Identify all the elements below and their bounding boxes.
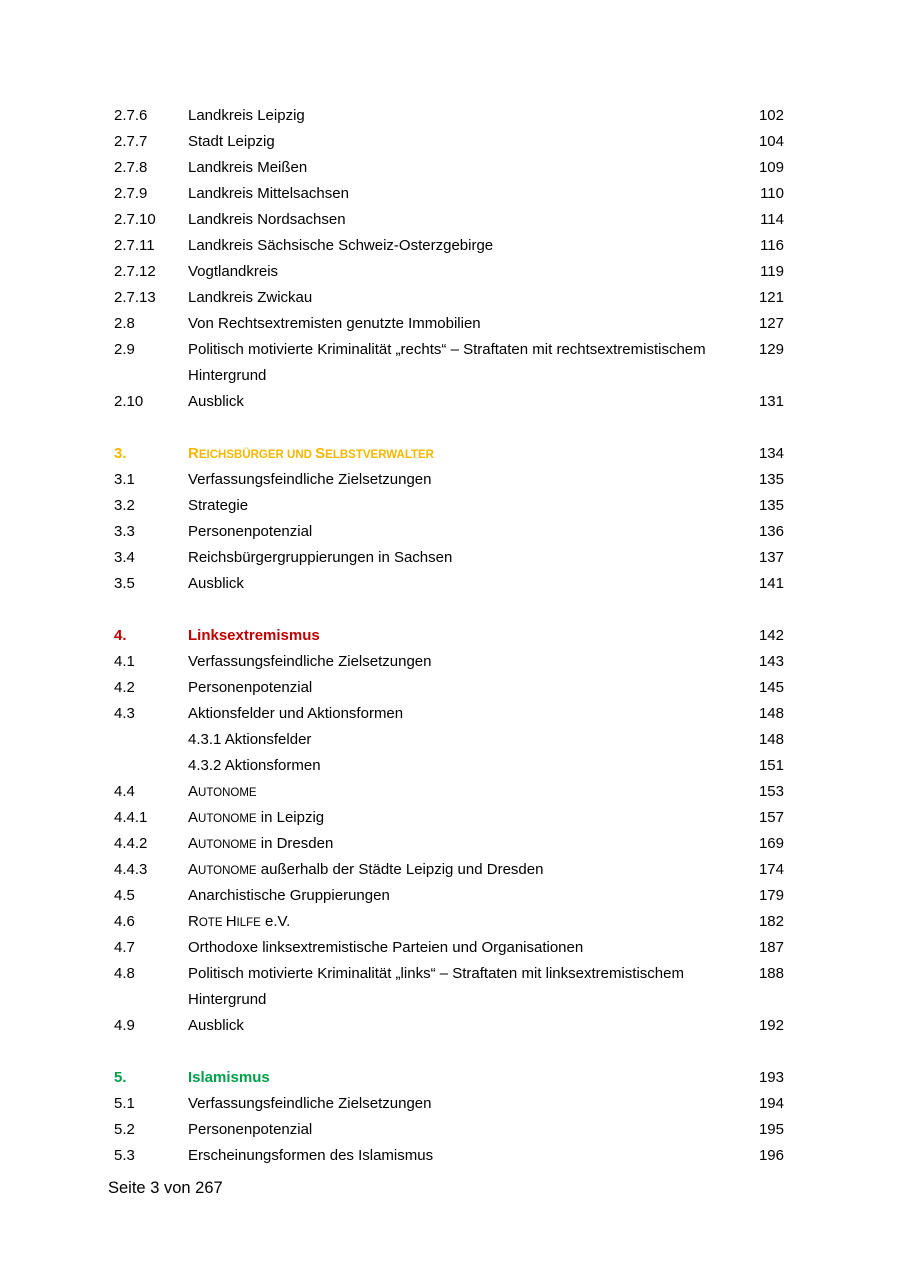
toc-entry: 4.8 Politisch motivierte Kriminalität „links“ – Straftaten mit linksextremistischem Hintergrund 188: [114, 965, 784, 1008]
toc-entry: 4.9 Ausblick 192: [114, 1017, 784, 1034]
toc-subentry: 4.3.1 Aktionsfelder 148: [188, 731, 784, 748]
toc-entry: 3.5 Ausblick 141: [114, 575, 784, 592]
toc-entry: 2.7.13 Landkreis Zwickau 121: [114, 289, 784, 306]
toc-entry: 5.3 Erscheinungsformen des Islamismus 196: [114, 1147, 784, 1164]
toc-entry: 4.7 Orthodoxe linksextremistische Parteien und Organisationen 187: [114, 939, 784, 956]
toc-entry: 5.2 Personenpotenzial 195: [114, 1121, 784, 1138]
toc-entry: 4.5 Anarchistische Gruppierungen 179: [114, 887, 784, 904]
toc-chapter-heading: 3. REICHSBÜRGER UND SELBSTVERWALTER 134: [114, 445, 784, 462]
toc-entry: 2.10 Ausblick 131: [114, 393, 784, 410]
toc-subentry: 4.3.2 Aktionsformen 151: [188, 757, 784, 774]
toc-entry: 3.2 Strategie 135: [114, 497, 784, 514]
toc-entry: 2.9 Politisch motivierte Kriminalität „rechts“ – Straftaten mit rechtsextremistischem Hintergrund 129: [114, 341, 784, 384]
toc-entry: 4.6 ROTE HILFE e.V. 182: [114, 913, 784, 930]
toc-entry: 2.8 Von Rechtsextremisten genutzte Immobilien 127: [114, 315, 784, 332]
toc-chapter-heading: 5. Islamismus 193: [114, 1069, 784, 1086]
toc-entry: 4.2 Personenpotenzial 145: [114, 679, 784, 696]
toc-entry: 4.4.3 AUTONOME außerhalb der Städte Leipzig und Dresden 174: [114, 861, 784, 878]
toc-entry: 3.1 Verfassungsfeindliche Zielsetzungen 135: [114, 471, 784, 488]
toc-entry: 2.7.6 Landkreis Leipzig 102: [114, 107, 784, 124]
toc-entry: 4.4 AUTONOME 153: [114, 783, 784, 800]
toc-entry: 4.4.2 AUTONOME in Dresden 169: [114, 835, 784, 852]
toc-entry: 5.1 Verfassungsfeindliche Zielsetzungen 194: [114, 1095, 784, 1112]
toc-entry: 4.3 Aktionsfelder und Aktionsformen 148: [114, 705, 784, 722]
section-gap: [0, 1039, 900, 1065]
table-of-contents: [0, 103, 900, 1169]
toc-entry: 4.4.1 AUTONOME in Leipzig 157: [114, 809, 784, 826]
toc-entry: 2.7.8 Landkreis Meißen 109: [114, 159, 784, 176]
toc-entry: 2.7.7 Stadt Leipzig 104: [114, 133, 784, 150]
section-gap: [0, 597, 900, 623]
section-gap: [0, 415, 900, 441]
toc-entry: 2.7.12 Vogtlandkreis 119: [114, 263, 784, 280]
toc-entry: 2.7.11 Landkreis Sächsische Schweiz-Osterzgebirge 116: [114, 237, 784, 254]
toc-chapter-heading: 4. Linksextremismus 142: [114, 627, 784, 644]
toc-entry: 2.7.9 Landkreis Mittelsachsen 110: [114, 185, 784, 202]
toc-entry: 2.7.10 Landkreis Nordsachsen 114: [114, 211, 784, 228]
toc-entry: 3.3 Personenpotenzial 136: [114, 523, 784, 540]
toc-entry: 4.1 Verfassungsfeindliche Zielsetzungen 143: [114, 653, 784, 670]
page-footer: Seite 3 von 267: [108, 1179, 223, 1197]
toc-entry: 3.4 Reichsbürgergruppierungen in Sachsen 137: [114, 549, 784, 566]
